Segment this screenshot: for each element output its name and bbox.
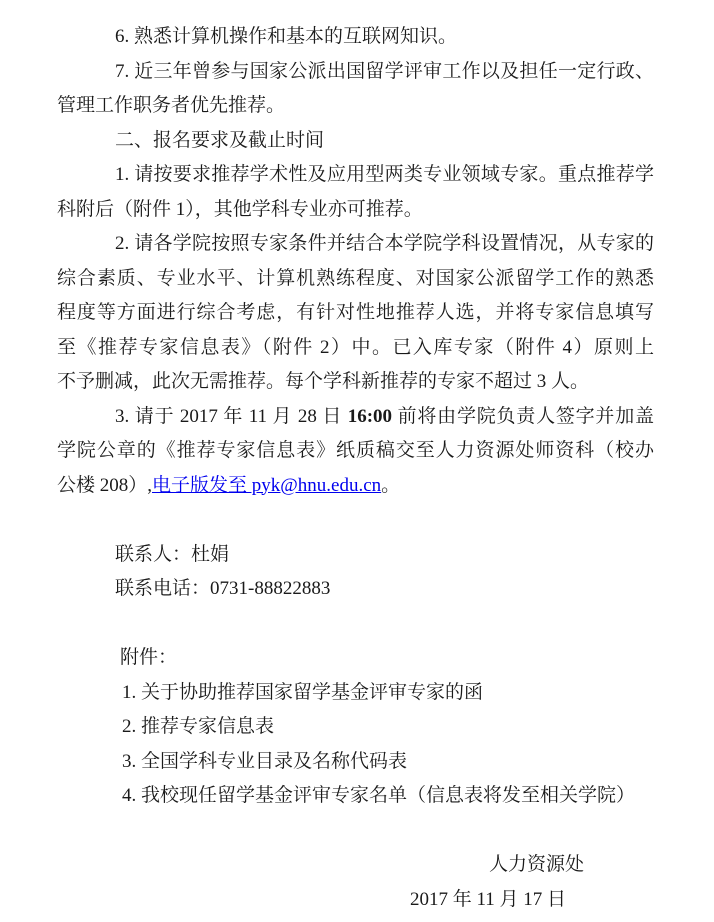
blank-line: [57, 814, 654, 849]
attachment-item: 4. 我校现任留学基金评审专家名单（信息表将发至相关学院）: [122, 785, 636, 806]
body-line-req2-1: 2. 请各学院按照专家条件并结合本学院学科设置情况，从专家的: [115, 233, 654, 254]
body-line-item6: 6. 熟悉计算机操作和基本的互联网知识。: [115, 26, 458, 47]
attachment-item: 2. 推荐专家信息表: [122, 716, 275, 737]
contact-person: 联系人：杜娟: [115, 543, 230, 565]
body-line-req3-2: 学院公章的《推荐专家信息表》纸质稿交至人力资源处师资科（校办: [57, 440, 654, 461]
text-column: [57, 20, 654, 917]
section-heading: 二、报名要求及截止时间: [115, 129, 325, 151]
body-line-req2-4: 至《推荐专家信息表》（附件 2）中。已入库专家（附件 4）原则上: [57, 336, 654, 358]
body-line-req2-2: 综合素质、专业水平、计算机熟练程度、对国家公派留学工作的熟悉: [57, 267, 654, 289]
blank-line: [57, 607, 654, 642]
attachment-item: 1. 关于协助推荐国家留学基金评审专家的函: [122, 681, 484, 703]
body-line-item7-2: 管理工作职务者优先推荐。: [57, 95, 286, 116]
contact-phone: 联系电话：0731-88822883: [115, 578, 331, 599]
text-segment: 前将由学院负责人签字并加盖: [392, 405, 654, 427]
body-line-req1-2: 科附后（附件 1），其他学科专业亦可推荐。: [57, 198, 423, 220]
body-line-req1-1: 1. 请按要求推荐学术性及应用型两类专业领域专家。重点推荐学: [115, 164, 654, 185]
signature-department: 人力资源处: [488, 854, 584, 875]
attachments-label: 附件：: [120, 647, 178, 668]
body-line-req3-1: [57, 400, 654, 435]
deadline-time: 16:00: [347, 405, 393, 427]
body-line-req3-3: [57, 469, 654, 504]
email-link[interactable]: 电子版发至 pyk@hnu.edu.cn: [152, 474, 382, 496]
signature-date: 2017 年 11 月 17 日: [409, 888, 566, 910]
body-line-req2-5: 不予删减，此次无需推荐。每个学科新推荐的专家不超过 3 人。: [57, 371, 590, 392]
text-segment: 。: [381, 474, 401, 496]
text-segment: 公楼 208）,: [57, 474, 153, 496]
text-segment: 3. 请于 2017 年 11 月 28 日: [115, 405, 348, 427]
attachment-item: 3. 全国学科专业目录及名称代码表: [122, 750, 408, 772]
blank-line: [57, 503, 654, 538]
body-line-item7-1: 7. 近三年曾参与国家公派出国留学评审工作以及担任一定行政、: [115, 60, 654, 82]
body-line-req2-3: 程度等方面进行综合考虑，有针对性地推荐人选，并将专家信息填写: [57, 302, 654, 323]
